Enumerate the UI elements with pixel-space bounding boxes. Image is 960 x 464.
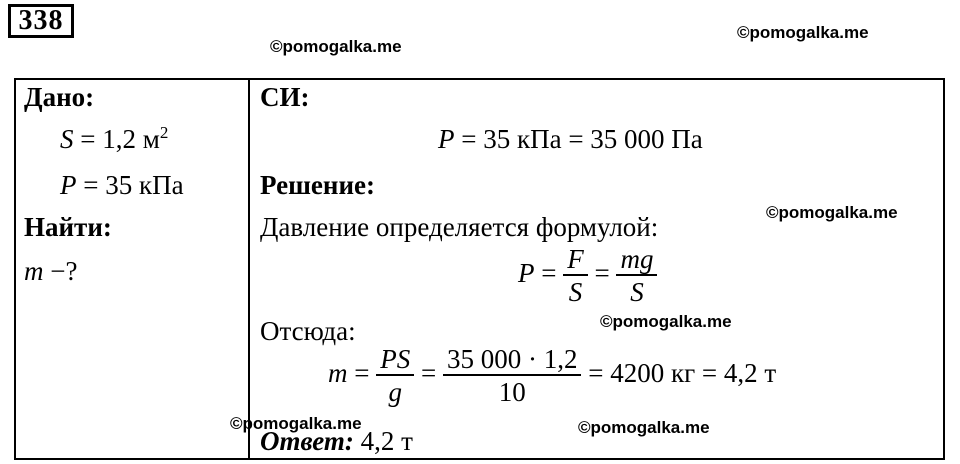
watermark: ©pomogalka.me xyxy=(230,414,362,433)
solution-intro: Давление определяется формулой: xyxy=(260,212,659,242)
find-unknown: m −? xyxy=(24,256,78,286)
answer-label: Ответ: xyxy=(260,426,354,456)
fraction-ps-over-g: $\frac{PS}{g}$ xyxy=(376,344,414,408)
watermark: ©pomogalka.me xyxy=(737,23,869,42)
column-divider xyxy=(248,78,250,460)
si-conversion: P = 35 кПа = 35 000 Па xyxy=(438,124,703,154)
answer-value: 4,2 т xyxy=(353,426,413,456)
solution-heading: Решение: xyxy=(260,170,375,200)
given-heading: Дано: xyxy=(24,82,95,112)
si-heading: СИ: xyxy=(260,82,310,112)
find-heading: Найти: xyxy=(24,212,112,242)
mass-calculation: m = $\frac{PS}{g}$ = $\frac{35 000 \cdot 1,2}{10}$ = 4200 кг = 4,2 т xyxy=(328,344,777,407)
watermark: ©pomogalka.me xyxy=(270,37,402,56)
watermark: ©pomogalka.me xyxy=(766,203,898,222)
given-pressure: P = 35 кПа xyxy=(60,170,184,200)
given-area: S = 1,2 $м^2$ xyxy=(60,123,169,154)
pressure-formula: P = $\frac{F}{S}$ = $\frac{mg}{S}$ xyxy=(518,244,657,308)
problem-number: 338 xyxy=(8,4,74,38)
fraction-mg-over-s: $\frac{mg}{S}$ xyxy=(616,244,657,308)
watermark: ©pomogalka.me xyxy=(600,312,732,331)
fraction-numeric: $\frac{35 000 \cdot 1,2}{10}$ xyxy=(443,344,582,408)
hence-text: Отсюда: xyxy=(260,316,356,346)
watermark: ©pomogalka.me xyxy=(578,418,710,437)
fraction-f-over-s: $\frac{F}{S}$ xyxy=(563,244,588,308)
